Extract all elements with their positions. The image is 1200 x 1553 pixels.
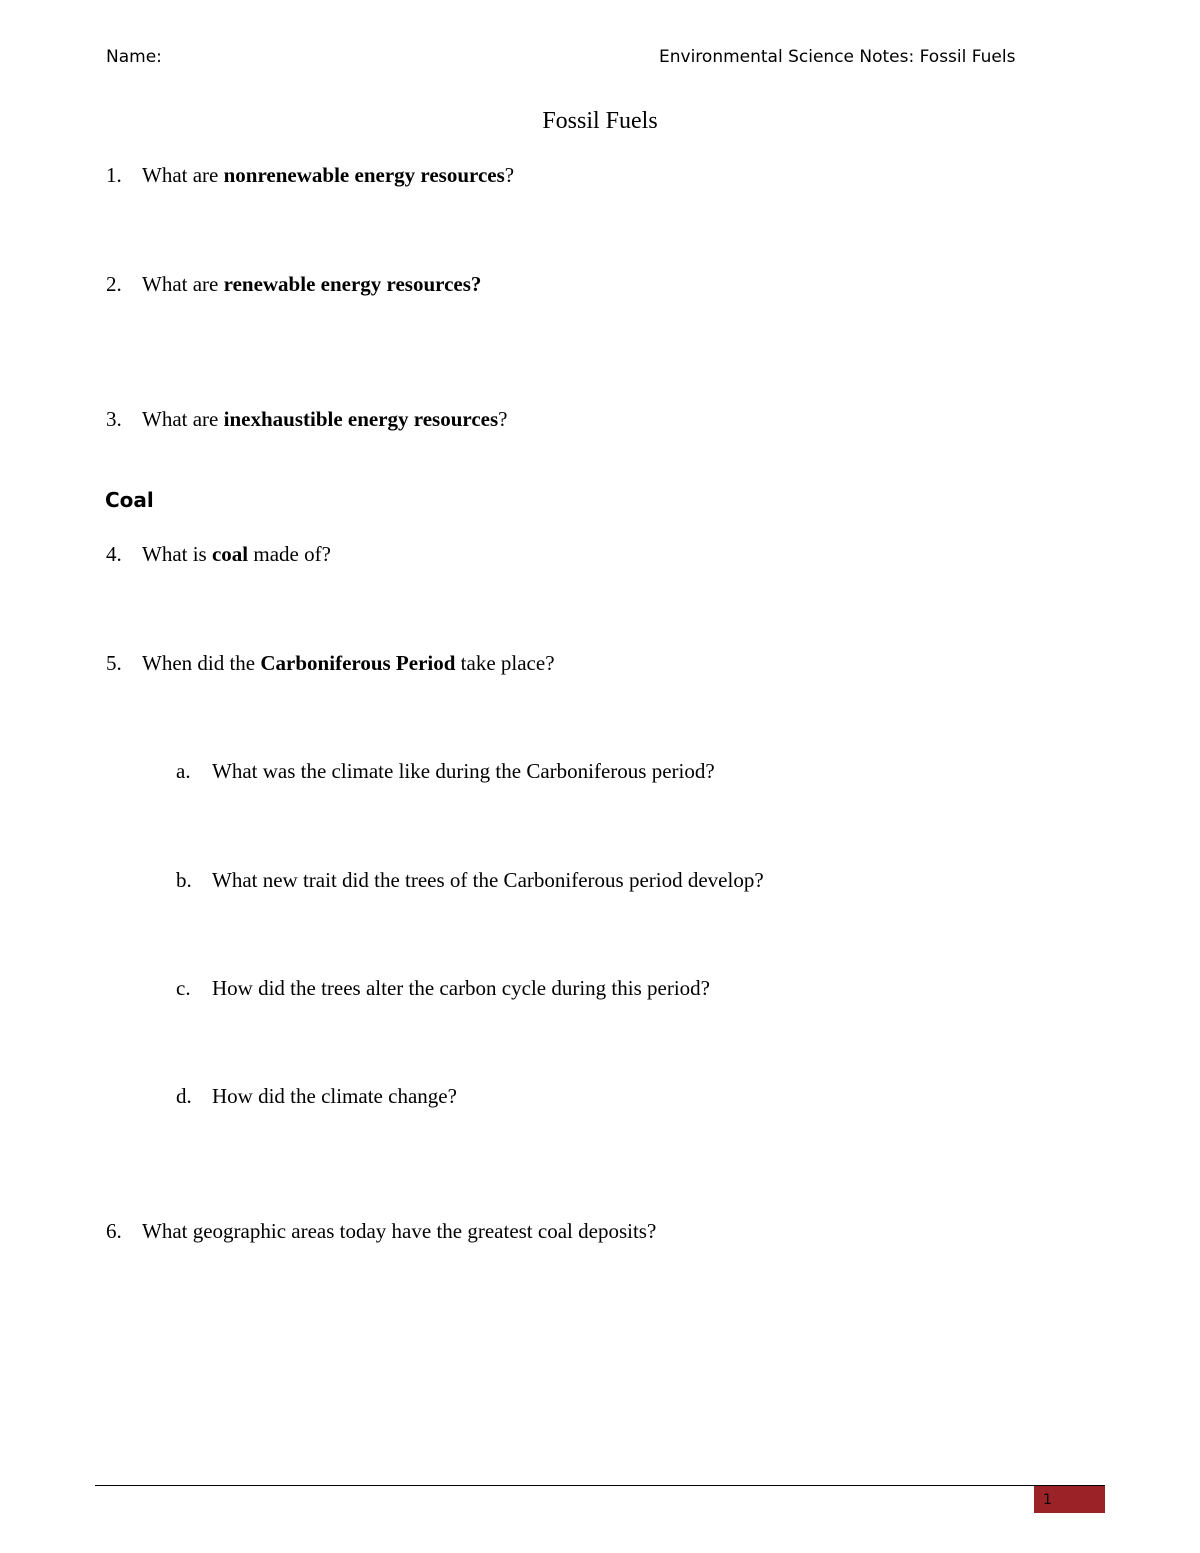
- footer-divider: [95, 1485, 1105, 1486]
- question-number: 5.: [106, 651, 122, 675]
- question-text: What are renewable energy resources?: [142, 272, 482, 296]
- page-title: Fossil Fuels: [542, 108, 658, 134]
- key-term: coal: [211, 542, 249, 566]
- page-number: 1: [1043, 1492, 1052, 1508]
- question-number: 6.: [106, 1219, 122, 1243]
- subquestion-letter: a.: [176, 759, 191, 783]
- section-heading-coal: Coal: [105, 488, 154, 512]
- subquestion-text: How did the trees alter the carbon cycle during this period?: [212, 976, 710, 1000]
- key-term: nonrenewable energy resources: [223, 163, 505, 187]
- key-term: renewable energy resources?: [223, 272, 482, 296]
- question-text: What is coal made of?: [142, 542, 331, 566]
- subquestion-text: What was the climate like during the Carboniferous period?: [212, 759, 715, 783]
- document-header-title: Environmental Science Notes: Fossil Fuels: [659, 47, 1016, 67]
- question-text: When did the Carboniferous Period take place?: [142, 651, 555, 675]
- key-term: inexhaustible energy resources: [223, 407, 499, 431]
- question-number: 2.: [106, 272, 122, 296]
- question-text: What are inexhaustible energy resources?: [142, 407, 508, 431]
- subquestion-text: What new trait did the trees of the Carboniferous period develop?: [212, 868, 764, 892]
- subquestion-text: How did the climate change?: [212, 1084, 457, 1108]
- question-text: What geographic areas today have the greatest coal deposits?: [142, 1219, 657, 1243]
- key-term: Carboniferous Period: [260, 651, 456, 675]
- name-label: Name:: [106, 47, 162, 67]
- question-number: 4.: [106, 542, 122, 566]
- question-text: What are nonrenewable energy resources?: [142, 163, 515, 187]
- subquestion-letter: c.: [176, 976, 191, 1000]
- question-number: 1.: [106, 163, 122, 187]
- question-number: 3.: [106, 407, 122, 431]
- subquestion-letter: d.: [176, 1084, 192, 1108]
- subquestion-letter: b.: [176, 868, 192, 892]
